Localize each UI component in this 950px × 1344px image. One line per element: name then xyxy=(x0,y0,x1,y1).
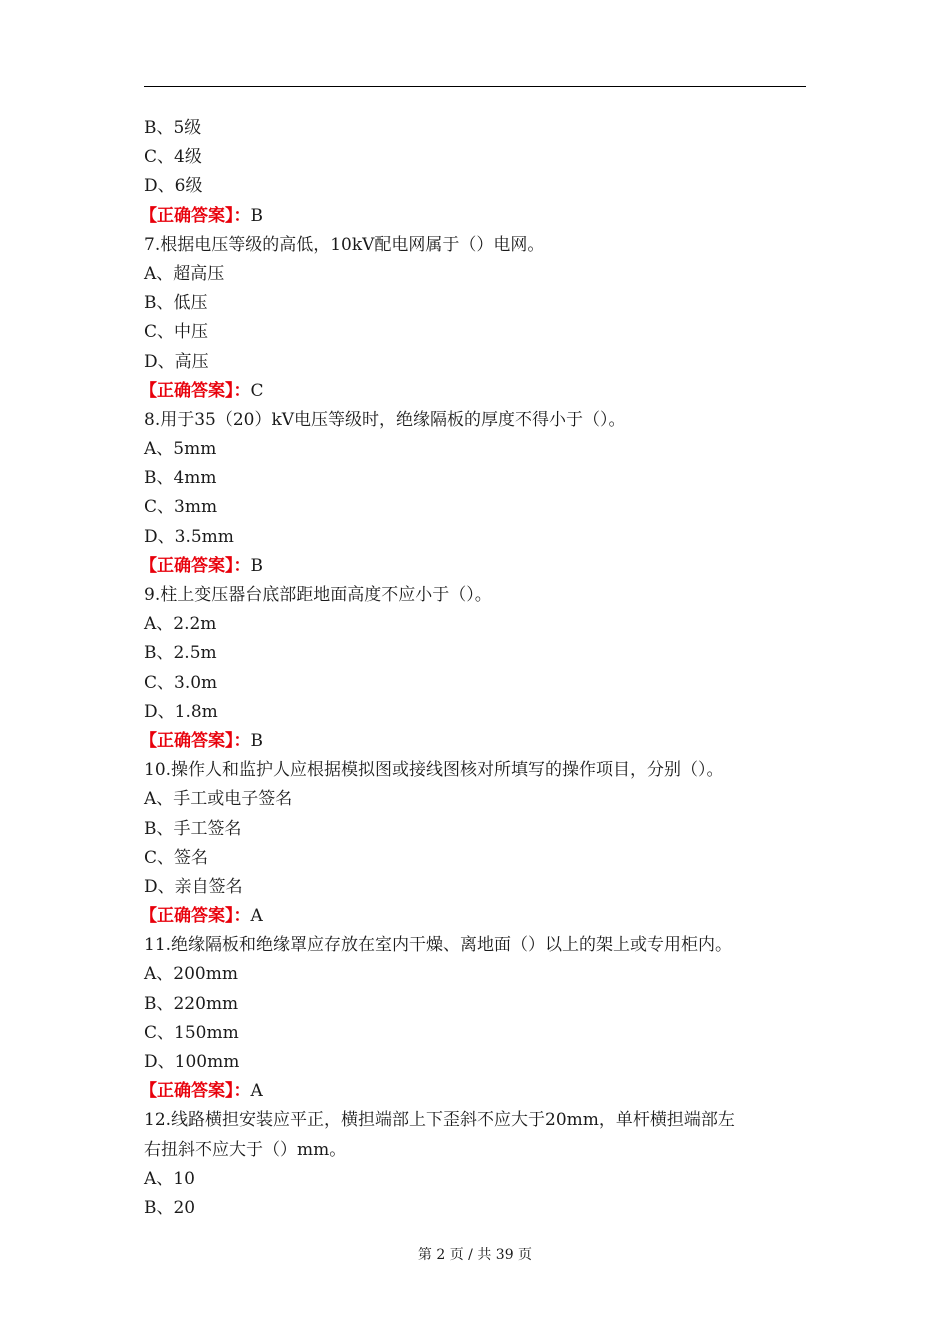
answer-label: 【正确答案】： xyxy=(140,730,251,751)
answer-value: C xyxy=(250,380,264,401)
option-text: B、220mm xyxy=(144,993,239,1014)
option-text: C、4级 xyxy=(144,147,202,168)
answer-label: 【正确答案】： xyxy=(140,555,251,576)
option-text: B、2.5m xyxy=(144,643,217,664)
option-text: B、20 xyxy=(144,1197,196,1218)
option-text: D、3.5mm xyxy=(144,526,234,547)
option-text: D、100mm xyxy=(144,1052,240,1072)
header-rule xyxy=(144,86,806,87)
option-text: A、5mm xyxy=(144,439,217,460)
option-text: C、150mm xyxy=(144,1022,239,1043)
question-text: 7.根据电压等级的高低，10kV配电网属于（）电网。 xyxy=(144,234,545,255)
answer-value: B xyxy=(250,555,263,576)
option-text: D、1.8m xyxy=(144,701,218,722)
answer-line xyxy=(140,902,806,931)
answer-label: 【正确答案】： xyxy=(140,380,251,401)
answer-value: A xyxy=(250,1081,263,1102)
question-text: 8.用于35（20）kV电压等级时，绝缘隔板的厚度不得小于（）。 xyxy=(144,409,626,430)
option-text: C、3.0m xyxy=(144,672,218,693)
question-text: 9.柱上变压器台底部距地面高度不应小于（）。 xyxy=(144,585,492,605)
option-text: B、低压 xyxy=(144,293,208,314)
answer-line xyxy=(140,1077,806,1106)
option-text: C、签名 xyxy=(144,847,209,868)
option-text: A、200mm xyxy=(144,964,238,985)
answer-label: 【正确答案】： xyxy=(140,1081,251,1102)
option-text: B、4mm xyxy=(144,468,217,489)
question-text: 11.绝缘隔板和绝缘罩应存放在室内干燥、离地面（）以上的架上或专用柜内。 xyxy=(144,935,733,956)
page-footer: 第 2 页 / 共 39 页 xyxy=(417,1247,533,1263)
option-text: D、高压 xyxy=(144,351,209,372)
option-text: A、2.2m xyxy=(144,614,217,635)
option-text: C、3mm xyxy=(144,497,218,518)
option-text: B、手工签名 xyxy=(144,818,242,839)
question-text: 12.线路横担安装应平正，横担端部上下歪斜不应大于20mm，单杆横担端部左 xyxy=(144,1110,735,1131)
answer-label: 【正确答案】： xyxy=(140,906,251,927)
answer-line xyxy=(140,727,806,756)
answer-line xyxy=(140,377,806,406)
option-text: D、亲自签名 xyxy=(144,876,243,897)
answer-value: B xyxy=(250,730,263,751)
option-text: A、10 xyxy=(144,1168,195,1189)
option-text: C、中压 xyxy=(144,322,209,343)
document-body xyxy=(140,114,806,1223)
option-text: B、5级 xyxy=(144,118,202,138)
question-text: 右扭斜不应大于（）mm。 xyxy=(144,1139,347,1160)
option-text: D、6级 xyxy=(144,176,203,197)
answer-line xyxy=(140,202,806,231)
option-text: A、超高压 xyxy=(144,263,225,284)
answer-label: 【正确答案】： xyxy=(140,205,251,226)
question-text: 10.操作人和监护人应根据模拟图或接线图核对所填写的操作项目，分别（）。 xyxy=(144,760,724,781)
answer-line xyxy=(140,552,806,581)
option-text: A、手工或电子签名 xyxy=(144,789,293,810)
answer-value: A xyxy=(250,906,263,927)
answer-value: B xyxy=(250,205,263,226)
